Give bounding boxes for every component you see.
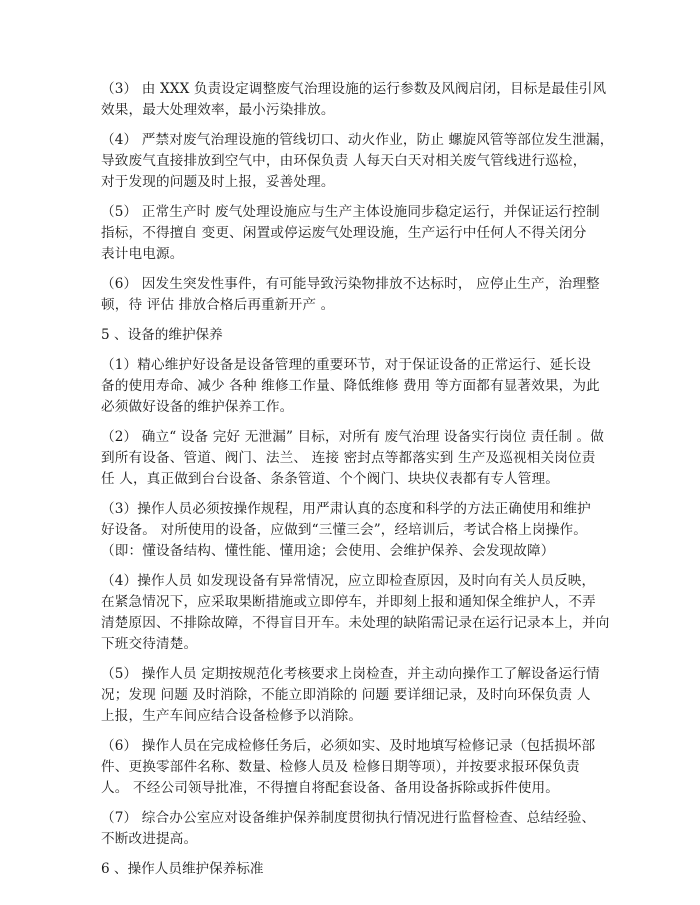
maintenance-item-7 (101, 808, 601, 850)
text-line: （4） 严禁对废气治理设施的管线切口、动火作业，防止 螺旋风管等部位发生泄漏， (101, 132, 614, 148)
text-line: 表计电电源。 (101, 246, 184, 262)
maintenance-item-3 (101, 499, 601, 562)
text-line: 上报，生产车间应结合设备检修予以消除。 (101, 708, 363, 724)
text-line: （5） 正常生产时 废气处理设施应与生产主体设施同步稳定运行，并保证运行控制 (101, 204, 600, 220)
text-line: 指标，不得擅自 变更、闲置或停运废气处理设施，生产运行中任何人不得关闭分 (101, 225, 587, 241)
text-line: （3） 由 XXX 负责设定调整废气治理设施的运行参数及风阀启闭，目标是最佳引风 (101, 81, 607, 97)
maintenance-item-5 (101, 664, 601, 727)
text-line: （6） 操作人员在完成检修任务后，必须如实、及时地填写检修记录（包括损坏部 (101, 738, 596, 754)
text-line: 效果，最大处理效率，最小污染排放。 (101, 102, 335, 118)
text-line: （6） 因发生突发性事件，有可能导致污染物排放不达标时， 应停止生产，治理整 (101, 276, 600, 292)
text-line: （7） 综合办公室应对设备维护保养制度贯彻执行情况进行监督检查、总结经验、 (101, 810, 596, 826)
heading-text: 5 、设备的维护保养 (101, 327, 223, 343)
section-heading-6 (101, 859, 601, 880)
text-line: 必须做好设备的维护保养工作。 (101, 399, 294, 415)
text-line: 到所有设备、管道、阀门、法兰、 连接 密封点等都落实到 生产及巡视相关岗位责 (101, 450, 596, 466)
maintenance-item-2 (101, 427, 605, 490)
text-line: （2） 确立“ 设备 完好 无泄漏” 目标，对所有 废气治理 设备实行岗位 责任制 。做 (101, 429, 605, 445)
text-line: 人。 不经公司领导批准，不得擅自将配套设备、备用设备拆除或拆件使用。 (101, 780, 560, 796)
paragraph-3 (101, 79, 607, 121)
text-line: 清楚原因、不排除故障，不得盲目开车。未处理的缺陷需记录在运行记录本上，并向 (101, 615, 610, 631)
paragraph-4 (101, 130, 614, 193)
heading-text: 6 、操作人员维护保养标准 (101, 861, 264, 877)
maintenance-item-4 (101, 571, 610, 655)
text-line: 在紧急情况下，应采取果断措施或立即停车，并即刻上报和通知保全维护人，不弄 (101, 594, 596, 610)
text-line: （即：懂设备结构、懂性能、懂用途；会使用、会维护保养、会发现故障） (101, 543, 555, 559)
text-line: 好设备。 对所使用的设备，应做到“三懂三会”，经培训后，考试合格上岗操作。 (101, 522, 587, 538)
text-line: 顿，待 评估 排放合格后再重新开产 。 (101, 297, 335, 313)
text-line: 导致废气直接排放到空气中，由环保负责 人每天白天对相关废气管线进行巡检， (101, 153, 587, 169)
document-page (101, 79, 614, 889)
maintenance-item-6 (101, 736, 601, 799)
maintenance-item-1 (101, 355, 601, 418)
text-line: （1）精心维护好设备是设备管理的重要环节，对于保证设备的正常运行、延长设 (101, 357, 591, 373)
section-heading-5 (101, 325, 601, 346)
text-line: 备的使用寿命、减少 各种 维修工作量、降低维修 费用 等方面都有显著效果，为此 (101, 378, 600, 394)
text-line: 下班交待清楚。 (101, 636, 198, 652)
paragraph-5 (101, 202, 601, 265)
text-line: 任 人，真正做到台台设备、条条管道、个个阀门、块块仪表都有专人管理。 (101, 471, 560, 487)
text-line: 况；发现 问题 及时消除，不能立即消除的 问题 要详细记录，及时向环保负责 人 (101, 687, 591, 703)
text-line: 对于发现的问题及时上报，妥善处理。 (101, 174, 335, 190)
text-line: （4）操作人员 如发现设备有异常情况，应立即检查原因，及时向有关人员反映， (101, 573, 596, 589)
text-line: 不断改进提高。 (101, 831, 198, 847)
text-line: （5） 操作人员 定期按规范化考核要求上岗检查，并主动向操作工了解设备运行情 (101, 666, 600, 682)
paragraph-6 (101, 274, 601, 316)
text-line: 件、更换零部件名称、数量、检修人员及 检修日期等项），并按要求报环保负责 (101, 759, 580, 775)
text-line: （3）操作人员必须按操作规程，用严肃认真的态度和科学的方法正确使用和维护 (101, 501, 591, 517)
